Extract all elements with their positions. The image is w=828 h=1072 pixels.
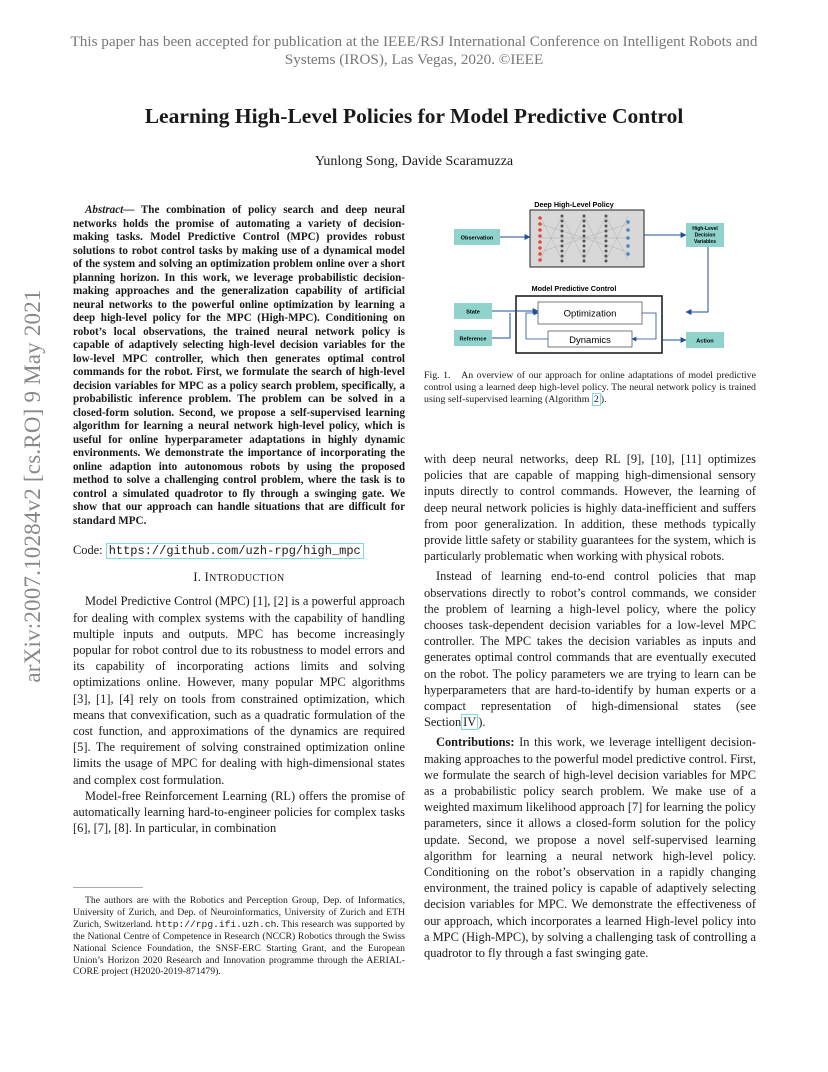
contributions-text: In this work, we leverage intelligent decision-making approaches to the powerful model predictive control. First, we formulate the search of high-level decision variables for MPC as a probabilistic policy search problem. We make use of a weighted maximum likelihood approach [7] for learning the policy parameters, since it allows a closed-form solution for the policy update. Second, we propose a novel self-supervised learning algorithm for learning a neural network high-level policy. Conditioning on the robot’s observation in a rapidly changing environment, the trained policy is capable of adaptively selecting decision variables for MPC. We demonstrate the effectiveness of our approach, which incorporates a learned High-level policy into a MPC (High-MPC), by solving a challenging task of controlling a quadrotor to fly through a fast swinging gate. xyxy=(424,735,756,961)
arxiv-sidebar xyxy=(22,286,44,686)
footnote-rule xyxy=(73,887,143,888)
state-label: State xyxy=(466,309,480,316)
action-label: Action xyxy=(696,338,714,345)
optimization-label: Optimization xyxy=(563,308,617,320)
decision-variables-line3: Variables xyxy=(694,239,716,245)
decision-variables-line1: High-Level xyxy=(692,226,718,232)
right-column xyxy=(424,451,756,961)
footnote xyxy=(73,895,405,978)
caption-label: Fig. 1. xyxy=(424,370,451,381)
abstract-text: — The combination of policy search and deep neural networks holds the promise of automating a variety of decision-making tasks. Model Predictive Control (MPC) provides robust solutions to robot control tasks by making use of a dynamical model of the system and solving an optimization problem online over a short planning horizon. In this work, we leverage probabilistic decision-making approaches and the generalization capability of artificial neural networks to the powerful online optimization by learning a deep high-level policy for the MPC (High-MPC). Conditioning on robot’s local observations, the trained neural network policy is capable of adaptively selecting high-level decision variables for the low-level MPC controller, which then generates optimal control commands for the robot. First, we formulate the search of high-level decision variables for MPC as a policy search problem, specifically, a probabilistic inference problem. The problem can be solved in a closed-form solution. Second, we propose a self-supervised learning algorithm for learning a neural network high-level policy, which is useful for online hyperparameter adaptations in highly dynamic environments. We demonstrate the importance of incorporating the online adaption into autonomous robots by using the proposed method to solve a challenging control problem, where the task is to control a simulated quadrotor to fly through a swinging gate. We show that our approach can handle situations that are difficult for standard MPC. xyxy=(73,204,405,527)
intro-paragraph-1: Model Predictive Control (MPC) [1], [2] is a powerful approach for dealing with complex systems with the capability of handling multiple inputs and outputs. MPC has become increasingly popular for robot control due to its robustness to model errors and its capability of incorporating actions limits and solving optimizations online. However, many popular MPC algorithms [3], [1], [4] rely on tools from constrained optimization, which means that convexification, such as a quadratic formulation of the cost function, and approximations of the dynamics are required [5]. The requirement of solving constrained optimization online limits the usage of MPC for dealing with high-dimensional states and complex cost formulation. xyxy=(73,594,405,787)
code-label: Code: xyxy=(73,543,106,557)
abstract-lead: Abstract xyxy=(85,204,124,216)
publication-notice: This paper has been accepted for publication at the IEEE/RSJ International Conference on Intelligent Robots and Systems (IROS), Las Vegas, 2020. ©IEEE xyxy=(70,33,758,68)
code-line xyxy=(73,542,405,559)
arxiv-identifier: arXiv:2007.10284v2 [cs.RO] 9 May 2021 xyxy=(20,289,45,683)
policy-title: Deep High-Level Policy xyxy=(534,200,614,209)
contributions-paragraph xyxy=(424,734,756,961)
section-heading-introduction xyxy=(73,569,405,587)
right-paragraph-2-text: Instead of learning end-to-end control policies that map observations directly to robot’s control commands, we consider the problem of learning a high-level policy, where the policy chooses task-dependent decision variables for a low-level MPC controller. The MPC takes the decision variables as inputs and generates optimal control commands that are eventually executed on the robot. The policy parameters we are trying to learn can be hyperparameters that are hard-to-identify by human experts or a compact representation of high-dimensional states (see Section xyxy=(424,569,756,730)
paper-title: Learning High-Level Policies for Model Predictive Control xyxy=(144,104,684,128)
section-number: I. xyxy=(193,570,205,585)
figure-overview-diagram xyxy=(444,194,744,362)
abstract xyxy=(73,204,405,528)
dynamics-label: Dynamics xyxy=(569,335,611,346)
section-link[interactable]: IV xyxy=(463,715,477,730)
right-paragraph-2 xyxy=(424,568,756,730)
reference-label: Reference xyxy=(459,336,487,343)
footnote-url[interactable]: http://rpg.ifi.uzh.ch xyxy=(155,918,277,930)
footnote-text-before: The authors are with the Robotics and Perception Group, Dep. of Informatics, University of Zurich, and Dep. of Neuroinformatics, University of Zurich and ETH Zurich, Switzerland. xyxy=(73,895,405,930)
observation-label: Observation xyxy=(460,235,494,242)
intro-paragraph-2: Model-free Reinforcement Learning (RL) offers the promise of automatically learning hard-to-engineer policies for complex tasks [6], [7], [8]. In particular, in combination xyxy=(73,788,405,836)
footnote-text-after: . This research was supported by the National Centre of Competence in Research (NCCR) Robotics through the Swiss National Science Foundation, the SNSF-ERC Starting Grant, and the European Union’s Horizon 2020 Research and Innovation programme through the AERIAL-CORE project (H2020-2019-871479). xyxy=(73,918,405,978)
contributions-lead: Contributions: xyxy=(436,735,515,750)
caption-text: An overview of our approach for online adaptations of model predictive control using a learned deep high-level policy. The neural network policy is trained using self-supervised learning (Algorithm xyxy=(424,370,756,405)
code-link[interactable]: https://github.com/uzh-rpg/high_mpc xyxy=(106,543,364,559)
paper-authors: Yunlong Song, Davide Scaramuzza xyxy=(314,154,514,169)
right-paragraph-2-end: ). xyxy=(478,715,486,730)
mpc-title: Model Predictive Control xyxy=(531,284,617,293)
section-name-rest: NTRODUCTION xyxy=(209,573,285,585)
right-paragraph-1: with deep neural networks, deep RL [9], [10], [11] optimizes policies that are capable of mapping high-dimensional sensory inputs directly to control commands. However, the learning of deep neural network policies is highly data-inefficient and suffers from poor generalization. In addition, these methods typically provide little safety or stability guarantees for the system, which is particularly problematic when working with physical robots. xyxy=(424,452,756,564)
caption-end: ). xyxy=(600,394,607,405)
caption-algorithm-link[interactable]: 2 xyxy=(593,394,599,405)
figure-caption xyxy=(424,370,756,406)
section-initial: I xyxy=(204,570,210,585)
left-column xyxy=(73,204,405,836)
decision-variables-line2: Decision xyxy=(694,232,716,239)
